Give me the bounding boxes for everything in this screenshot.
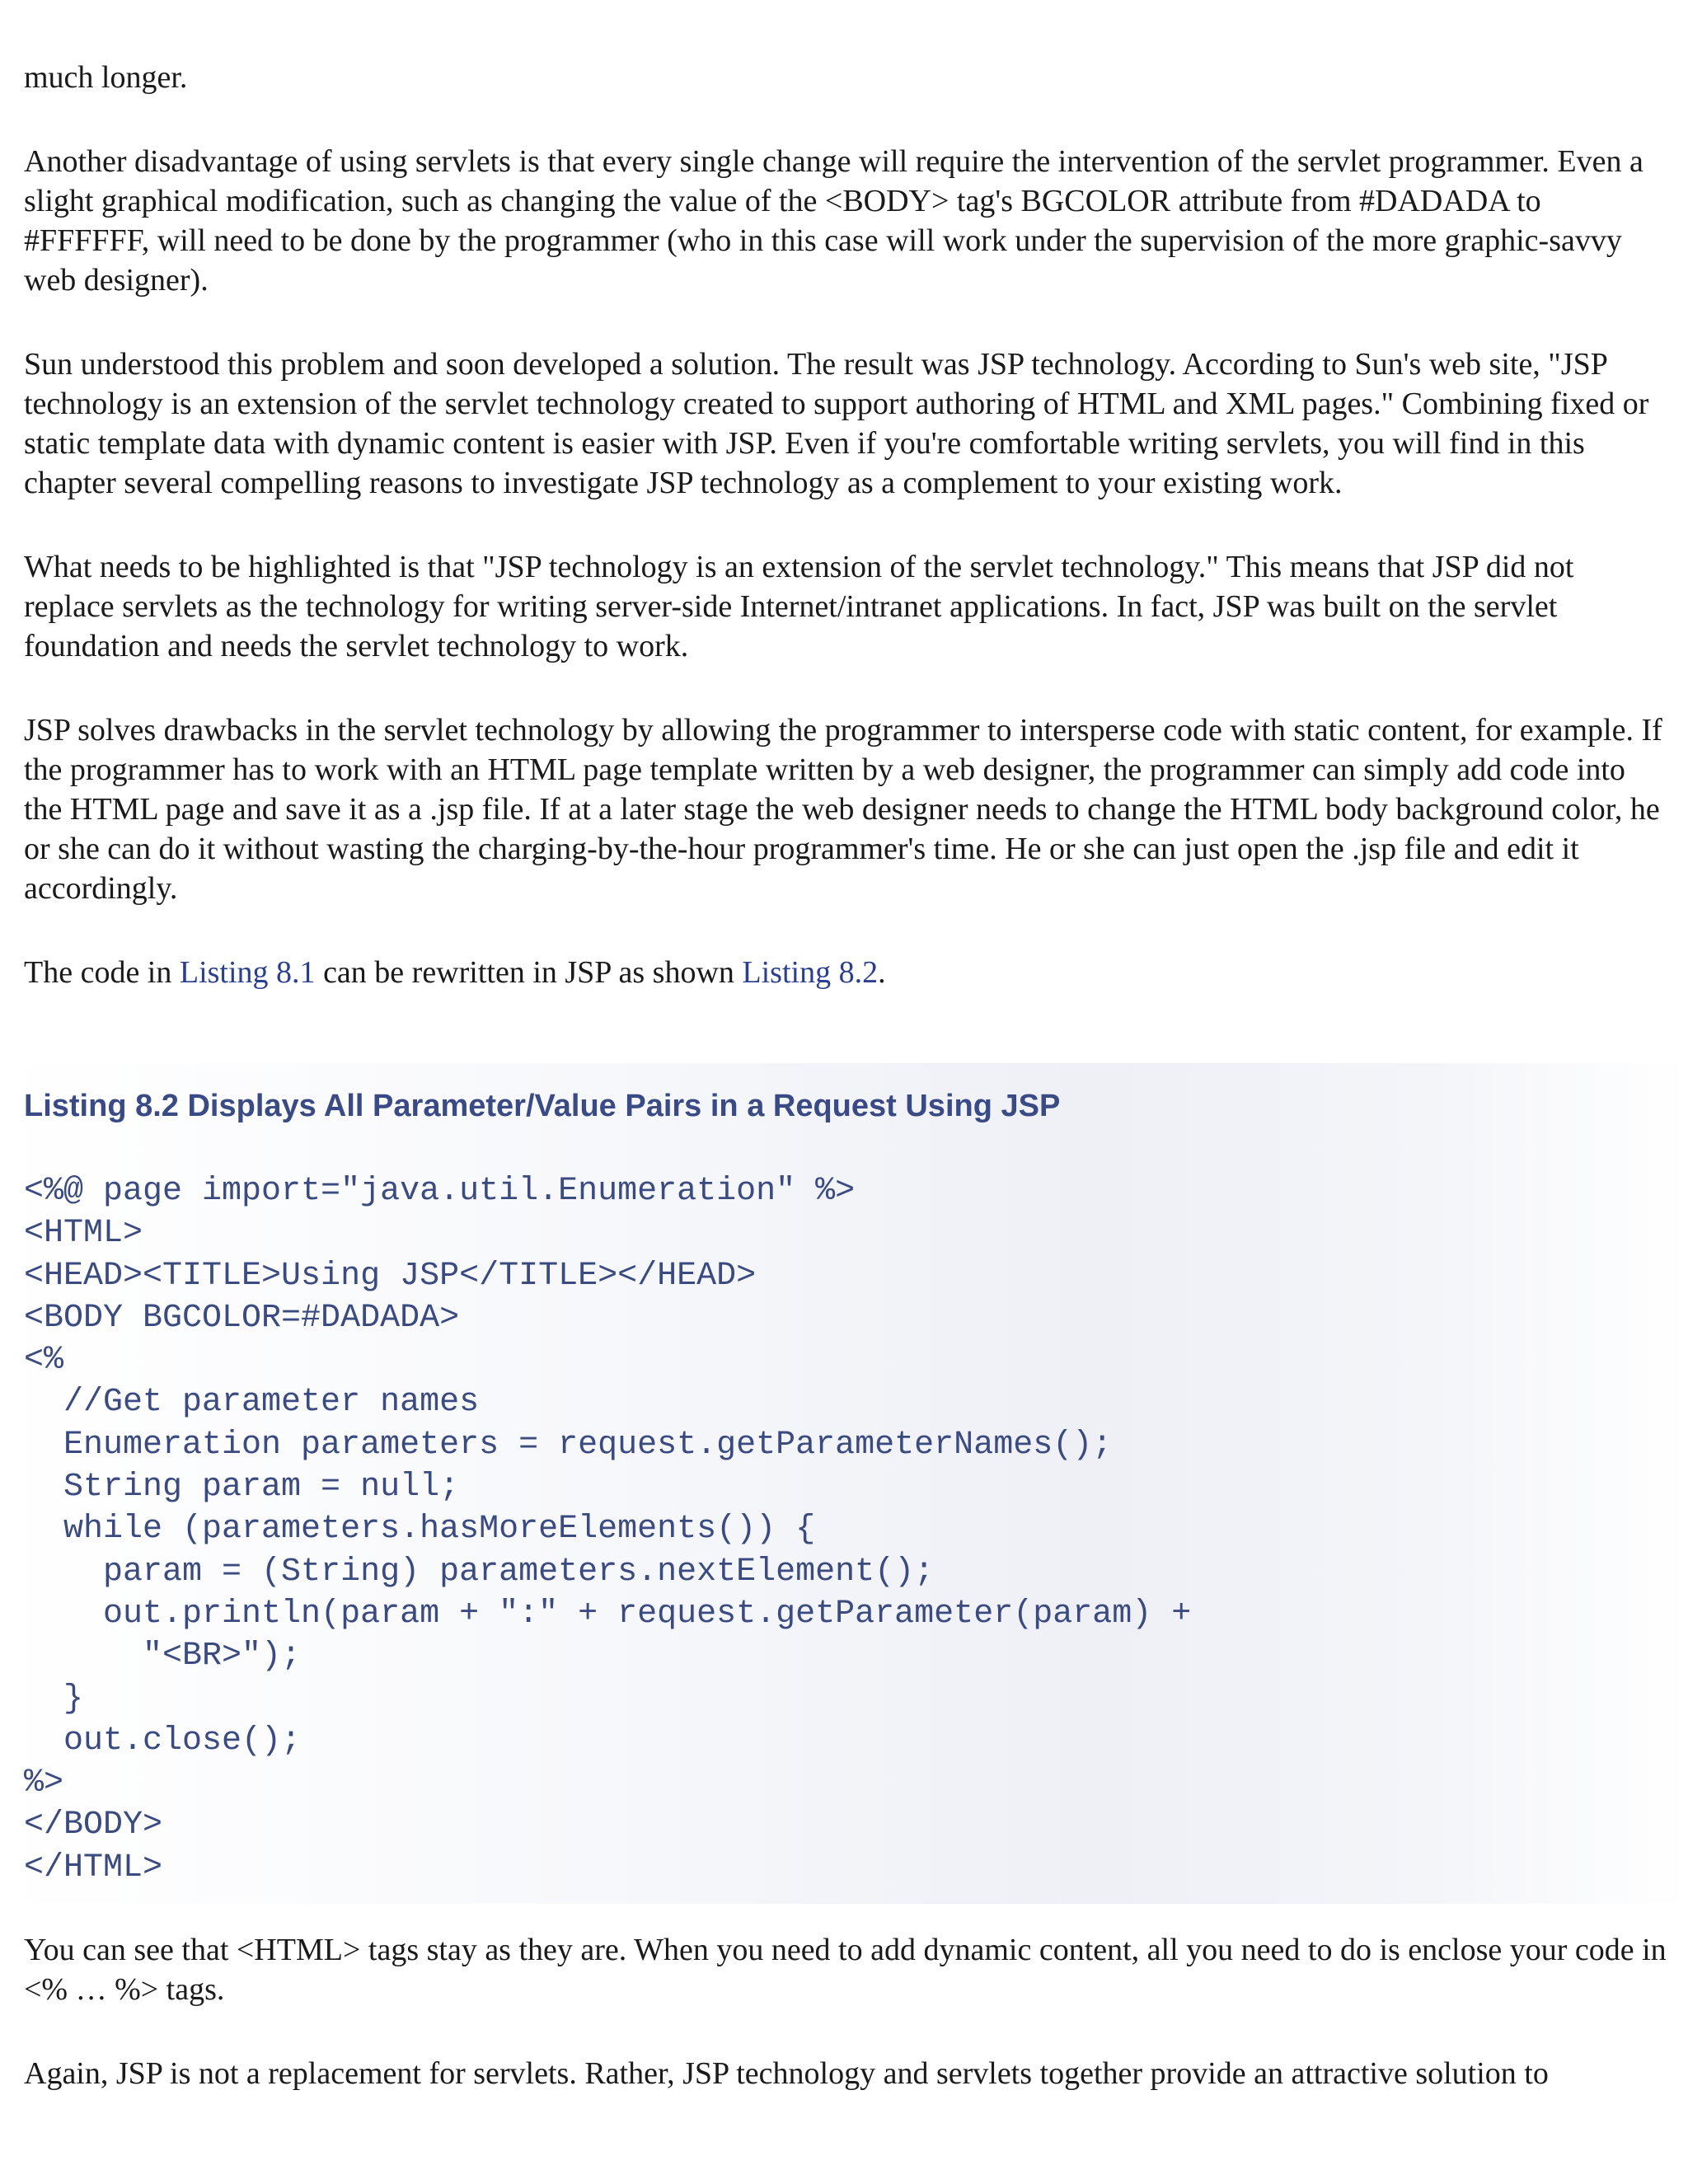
paragraph: much longer.	[24, 60, 188, 95]
listing-8-1-link[interactable]: Listing 8.1	[179, 955, 316, 990]
code-line: %>	[24, 1765, 64, 1802]
listing-intro-paragraph	[24, 953, 1668, 992]
code-line: <%	[24, 1342, 64, 1380]
code-line: Enumeration parameters = request.getParameterNames();	[24, 1426, 1113, 1464]
code-line: <HTML>	[24, 1215, 143, 1253]
code-line: param = (String) parameters.nextElement();	[24, 1553, 935, 1591]
code-line: //Get parameter names	[24, 1384, 480, 1422]
code-listing	[24, 1170, 1191, 1889]
code-line: }	[24, 1680, 84, 1718]
code-line: </HTML>	[24, 1849, 163, 1886]
paragraph: You can see that <HTML> tags stay as they are. When you need to add dynamic content, all you need to do is enclose your code in <% … %> tags.	[24, 1933, 1667, 2007]
after-listing-text	[24, 1930, 1668, 2138]
code-line: while (parameters.hasMoreElements()) {	[24, 1511, 816, 1549]
paragraph: What needs to be highlighted is that "JSP technology is an extension of the servlet technology." This means that JSP did not replace servlets as the technology for writing server-side Internet/intranet applications. In fact, JSP was built on the servlet foundation and needs the servlet technology to work.	[24, 550, 1574, 663]
paragraph: Again, JSP is not a replacement for servlets. Rather, JSP technology and servlets together provide an attractive solution to	[24, 2056, 1549, 2091]
code-line: <BODY BGCOLOR=#DADADA>	[24, 1299, 460, 1337]
listing-8-2-link[interactable]: Listing 8.2	[742, 955, 879, 990]
listing-intro-middle: can be rewritten in JSP as shown	[315, 955, 743, 990]
code-line: String param = null;	[24, 1469, 460, 1507]
listing-intro-prefix: The code in	[24, 955, 180, 990]
code-line: <HEAD><TITLE>Using JSP</TITLE></HEAD>	[24, 1257, 757, 1295]
code-line: "<BR>");	[24, 1638, 302, 1675]
listing-intro-suffix: .	[878, 955, 886, 990]
code-line: </BODY>	[24, 1807, 163, 1844]
paragraph: JSP solves drawbacks in the servlet technology by allowing the programmer to intersperse code with static content, for example. If the programmer has to work with an HTML page template written by a web designer, the programmer can simply add code into the HTML page and save it as a .jsp file. If at a later stage the web designer needs to change the HTML body background color, he or she can do it without wasting the charging-by-the-hour programmer's time. He or she can just open the .jsp file and edit it accordingly.	[24, 713, 1662, 906]
listing-heading: Listing 8.2 Displays All Parameter/Value Pairs in a Request Using JSP	[24, 1089, 1061, 1123]
document-body	[24, 58, 1668, 1037]
code-line: out.println(param + ":" + request.getParameter(param) +	[24, 1595, 1192, 1633]
code-line: <%@ page import="java.util.Enumeration" %>	[24, 1173, 856, 1210]
paragraph: Sun understood this problem and soon developed a solution. The result was JSP technology. According to Sun's web site, "JSP technology is an extension of the servlet technology created to support authoring of HTML and XML pages." Combining fixed or static template data with dynamic content is easier with JSP. Even if you're comfortable writing servlets, you will find in this chapter several compelling reasons to investigate JSP technology as a complement to your existing work.	[24, 347, 1649, 500]
paragraph: Another disadvantage of using servlets is that every single change will require the intervention of the servlet programmer. Even a slight graphical modification, such as changing the value of the <BODY> tag's BGCOLOR attribute from #DADADA to #FFFFFF, will need to be done by the programmer (who in this case will work under the supervision of the more graphic-savvy web designer).	[24, 144, 1643, 298]
code-line: out.close();	[24, 1722, 302, 1760]
